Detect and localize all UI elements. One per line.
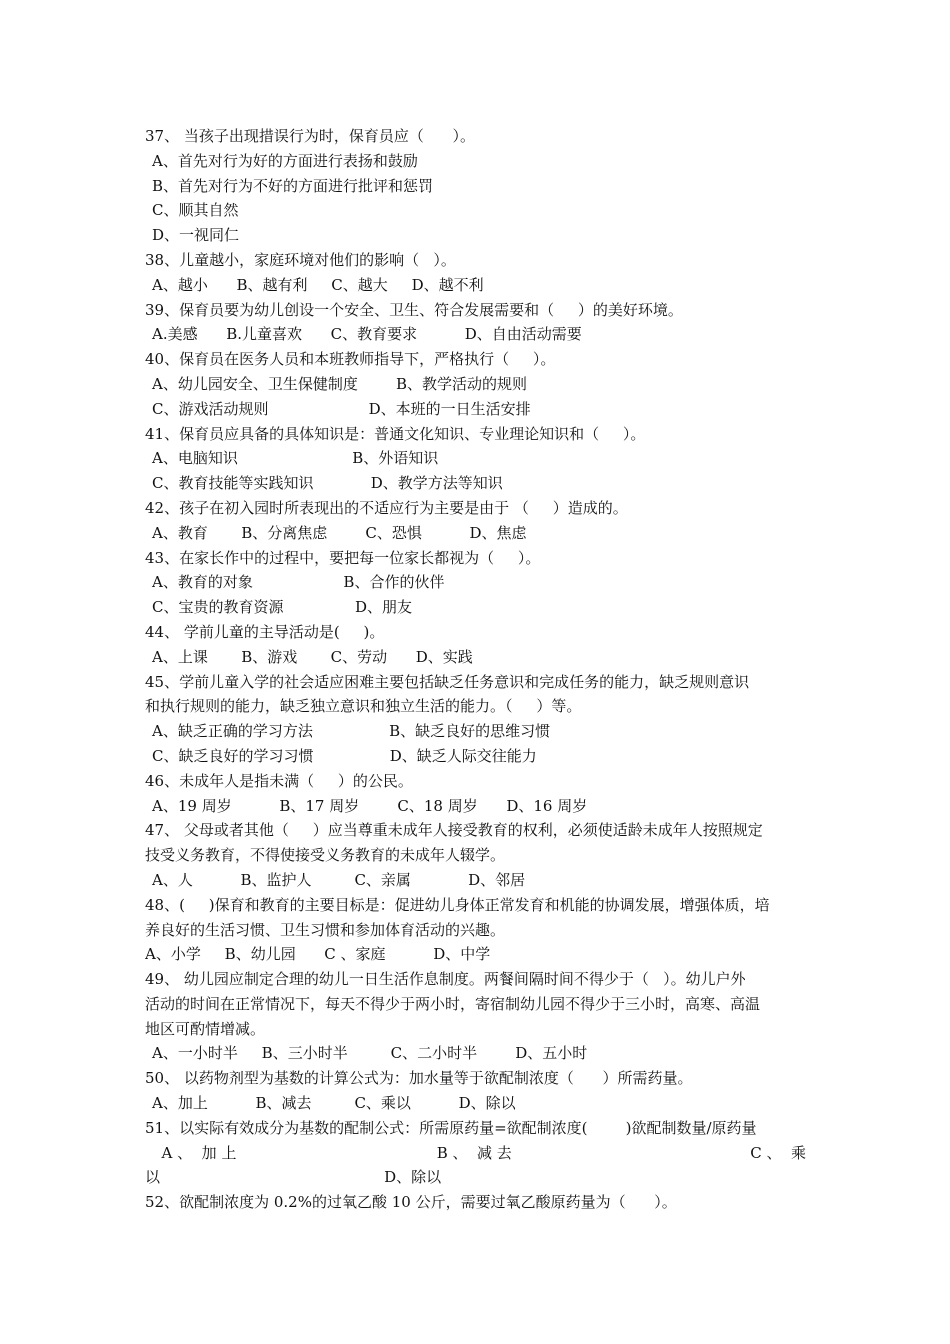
question-line: 38、儿童越小，家庭环境对他们的影响（ ）。: [145, 250, 456, 269]
question-line: A、小学 B、幼儿园 C 、家庭 D、中学: [145, 945, 491, 964]
option-line: A、越小 B、越有利 C、越大 D、越不利: [152, 275, 484, 294]
question-line: 44、 学前儿童的主导活动是( )。: [145, 622, 385, 641]
question-line: 41、保育员应具备的具体知识是：普通文化知识、专业理论知识和（ ）。: [145, 424, 646, 443]
question-line: 42、孩子在初入园时所表现出的不适应行为主要是由于 （ ）造成的。: [145, 498, 628, 517]
question-line: 52、欲配制浓度为 0.2%的过氧乙酸 10 公斤，需要过氧乙酸原药量为（ ）。: [145, 1193, 677, 1212]
question-line: 地区可酌情增减。: [145, 1019, 266, 1038]
question-line: 和执行规则的能力，缺乏独立意识和独立生活的能力。（ ）等。: [145, 697, 582, 716]
option-line: A、人 B、监护人 C、亲属 D、邻居: [152, 870, 526, 889]
question-line: 49、 幼儿园应制定合理的幼儿一日生活作息制度。两餐间隔时间不得少于（ ）。幼儿户外: [145, 970, 746, 989]
option-line: A、幼儿园安全、卫生保健制度 B、教学活动的规则: [152, 374, 528, 393]
option-line: C、教育技能等实践知识 D、教学方法等知识: [152, 474, 503, 493]
option-line: D、一视同仁: [152, 226, 240, 245]
question-line: 46、未成年人是指未满（ ）的公民。: [145, 771, 413, 790]
option-line: A 、 加 上 B 、 减 去 C 、 乘: [152, 1143, 806, 1162]
question-line: 51、以实际有效成分为基数的配制公式：所需原药量=欲配制浓度( )欲配制数量/原药量: [145, 1118, 757, 1137]
option-line: A.美感 B.儿童喜欢 C、教育要求 D、自由活动需要: [152, 325, 582, 344]
option-line: C、缺乏良好的学习习惯 D、缺乏人际交往能力: [152, 746, 537, 765]
option-line: A、19 周岁 B、17 周岁 C、18 周岁 D、16 周岁: [152, 796, 588, 815]
option-line: A、缺乏正确的学习方法 B、缺乏良好的思维习惯: [152, 722, 551, 741]
question-line: 43、在家长作中的过程中，要把每一位家长都视为（ ）。: [145, 548, 541, 567]
question-line: 48、( )保育和教育的主要目标是：促进幼儿身体正常发育和机能的协调发展，增强体质，培: [145, 895, 770, 914]
question-line: 37、 当孩子出现措误行为时，保育员应（ ）。: [145, 127, 475, 145]
question-line: 活动的时间在正常情况下，每天不得少于两小时，寄宿制幼儿园不得少于三小时，高寒、高温: [145, 994, 761, 1013]
option-line: B、首先对行为不好的方面进行批评和惩罚: [152, 176, 434, 195]
option-line: A、教育 B、分离焦虑 C、恐惧 D、焦虑: [152, 523, 527, 542]
option-line: A、首先对行为好的方面进行表扬和鼓励: [152, 151, 418, 170]
option-line: C、顺其自然: [152, 201, 239, 220]
question-line: 技受义务教育，不得使接受义务教育的未成年人辍学。: [145, 846, 506, 865]
question-line: 47、 父母或者其他（ ）应当尊重未成年人接受教育的权利，必须使适龄未成年人按照规定: [145, 821, 763, 840]
question-line: 以 D、除以: [145, 1168, 442, 1187]
question-line: 45、学前儿童入学的社会适应困难主要包括缺乏任务意识和完成任务的能力，缺乏规则意识: [145, 672, 750, 691]
question-list: [145, 124, 810, 1215]
option-line: A、加上 B、减去 C、乘以 D、除以: [152, 1094, 516, 1113]
question-line: 养良好的生活习惯、卫生习惯和参加体育活动的兴趣。: [145, 920, 506, 939]
option-line: C、游戏活动规则 D、本班的一日生活安排: [152, 399, 531, 418]
question-line: 40、保育员在医务人员和本班教师指导下，严格执行（ ）。: [145, 350, 556, 369]
option-line: A、一小时半 B、三小时半 C、二小时半 D、五小时: [152, 1044, 588, 1063]
question-line: 50、 以药物剂型为基数的计算公式为：加水量等于欲配制浓度（ ）所需药量。: [145, 1069, 693, 1088]
question-line: 39、保育员要为幼儿创设一个安全、卫生、符合发展需要和（ ）的美好环境。: [145, 300, 683, 319]
option-line: A、电脑知识 B、外语知识: [152, 449, 439, 468]
option-line: C、宝贵的教育资源 D、朋友: [152, 598, 413, 617]
option-line: A、上课 B、游戏 C、劳动 D、实践: [152, 647, 473, 666]
option-line: A、教育的对象 B、合作的伙伴: [152, 573, 445, 592]
